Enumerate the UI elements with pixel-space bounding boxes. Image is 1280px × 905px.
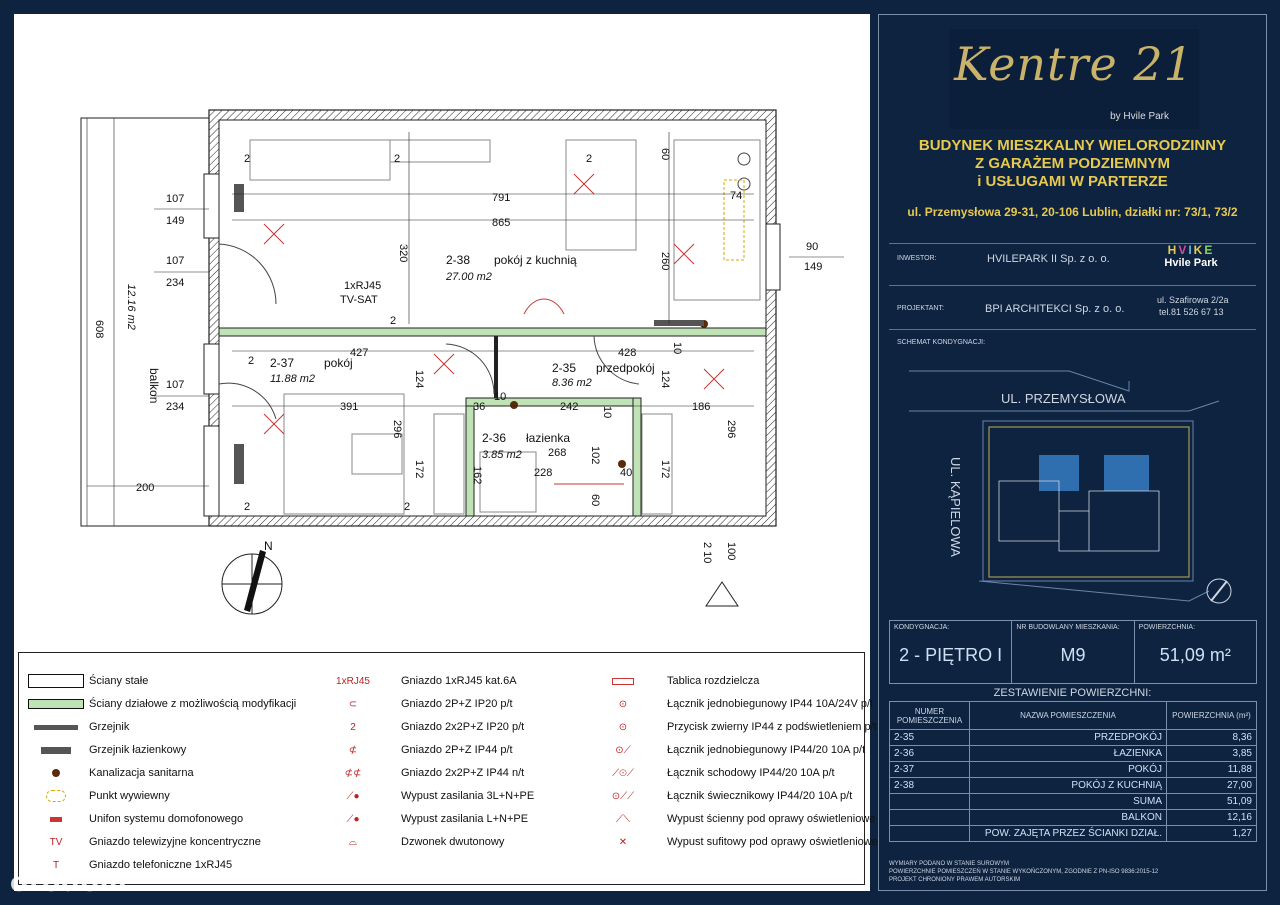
street-label: UL. KĄPIELOWA [948, 457, 963, 557]
window-dim: 107 [166, 379, 185, 391]
legend-item: ⊙⟋⟋ Łącznik świecznikowy IP44/20 10A p/t [611, 790, 853, 802]
window-dim: 149 [166, 215, 185, 227]
switch-stair-icon: ⟋⊙⟋ [612, 767, 634, 779]
footnote: WYMIARY PODANO W STANIE SUROWYM POWIERZCHNIE POMIESZCZEŃ W STANIE WYKOŃCZONYM, ZGODNIE Z PN-ISO 9836:2015-12 PROJEKT CHRONIONY PRAWEM AUTORSKIM [889, 861, 1159, 883]
room-area: 11.88 m2 [270, 373, 316, 385]
window-dim: 90 [806, 241, 819, 253]
legend-item: ⊂ Gniazdo 2P+Z IP20 p/t [348, 698, 513, 710]
rj45-socket-icon: 1xRJ45 [336, 675, 370, 687]
dim-label: 172 [659, 460, 671, 479]
dim-label: 124 [413, 370, 425, 389]
dim-label: 60 [589, 494, 601, 507]
window-dim: 234 [166, 401, 185, 413]
wall-light-outlet-icon: ⟋⟍ [616, 813, 630, 825]
street-label: UL. PRZEMYSŁOWA [1001, 391, 1126, 406]
dim-label: 228 [534, 467, 553, 479]
switch-chandelier-icon: ⊙⟋⟋ [611, 790, 635, 802]
designer-name: BPI ARCHITEKCI Sp. z o. o. [985, 303, 1125, 315]
exhaust-point-icon [46, 790, 66, 802]
dim-label: 391 [340, 401, 359, 413]
dim-label: 260 [659, 252, 671, 271]
dim-label: 74 [730, 190, 743, 202]
legend-item: TV Gniazdo telewizyjne koncentryczne [49, 836, 261, 848]
table-row: POW. ZAJĘTA PRZEZ ŚCIANKI DZIAŁ. 1,27 [890, 826, 1257, 842]
room-area: 27.00 m2 [446, 271, 492, 283]
balcony-area: 12.16 m2 [125, 284, 137, 330]
building-address: ul. Przemysłowa 29-31, 20-106 Lublin, działki nr: 73/1, 73/2 [907, 205, 1238, 219]
table-row: 2-38 POKÓJ Z KUCHNIĄ 27,00 [890, 778, 1257, 794]
investor-name: HVILEPARK II Sp. z o. o. [987, 253, 1110, 265]
dim-label: 608 [93, 320, 105, 339]
dim-label: 10 [601, 406, 613, 419]
room-code: 2-37 [270, 356, 295, 370]
investor-label: INWESTOR: [897, 255, 937, 262]
rj45-label: 1xRJ45 [344, 280, 382, 292]
legend-item: ⊄⊄ Gniazdo 2x2P+Z IP44 n/t [344, 767, 525, 779]
sewage-dot-icon [52, 769, 60, 777]
balcony-name: balkon [147, 368, 161, 404]
dim-label: 296 [725, 420, 737, 439]
switch-ip44-24v-icon: ⊙ [618, 698, 628, 710]
dim-label: 200 [136, 482, 155, 494]
dim-label: 100 [725, 542, 737, 561]
logo-subtitle: by Hvile Park [1110, 111, 1169, 122]
summary-title: ZESTAWIENIE POWIERZCHNI: [993, 687, 1152, 699]
dim-label: 124 [659, 370, 671, 389]
switch-single-icon: ⊙⟋ [615, 744, 631, 756]
socket-count: 2 [244, 501, 251, 513]
room-name: przedpokój [596, 361, 655, 375]
push-switch-icon: ⊙ [618, 721, 628, 733]
schema-label: SCHEMAT KONDYGNACJI: [897, 339, 986, 346]
legend-item: ⊙ Łącznik jednobiegunowy IP44 10A/24V p/t [618, 698, 874, 710]
dim-label: 172 [413, 460, 425, 479]
intercom-icon [50, 817, 62, 822]
dim-label: 102 [589, 446, 601, 465]
room-name: łazienka [526, 431, 571, 445]
room-area: 8.36 m2 [552, 377, 592, 389]
socket-2p-icon: ⊂ [348, 698, 358, 710]
wall-fixed-icon [28, 674, 84, 688]
floor-value: 2 - PIĘTRO I [899, 645, 1003, 665]
legend-item: ⊙ Przycisk zwierny IP44 z podświetleniem p/t [618, 721, 877, 733]
entrance-triangle-icon [706, 582, 738, 606]
socket-count: 2 [244, 153, 251, 165]
apartment-area: 51,09 m² [1159, 645, 1231, 665]
dim-label: 865 [492, 217, 511, 229]
tvsat-label: TV-SAT [340, 294, 378, 306]
socket-2x-ip44-icon: ⊄⊄ [344, 767, 362, 779]
dim-label: 36 [473, 401, 486, 413]
logo-script: Kentre 21 [954, 37, 1194, 91]
legend-item: T Gniazdo telefoniczne 1xRJ45 [52, 859, 233, 871]
room-code: 2-36 [482, 431, 507, 445]
ceiling-light-outlet-icon: ✕ [618, 836, 628, 848]
socket-count: 2 [248, 355, 255, 367]
dim-label: 186 [692, 401, 711, 413]
floor-plan-drawing [14, 14, 870, 654]
brand-logo [949, 29, 1199, 129]
apartment-number: M9 [1060, 645, 1086, 665]
designer-label: PROJEKTANT: [897, 305, 944, 312]
dim-label: 162 [471, 466, 483, 485]
window-dim: 149 [804, 261, 823, 273]
wall-modifiable-icon [28, 699, 84, 709]
table-row: 2-35 PRZEDPOKÓJ 8,36 [890, 730, 1257, 746]
area-table: NUMER POMIESZCZENIA NAZWA POMIESZCZENIA POWIERZCHNIA (m²) 2-35 PRZEDPOKÓJ 8,36 2-36 ŁAZIENKA 3,85 2-37 POKÓJ 11,88 2-38 POKÓJ Z KUCHNIĄ 27,00 SUMA 51,09 BALKON 12,16 POW. ZAJĘTA PRZEZ ŚCIANKI DZIAŁ. 1,27 [889, 701, 1257, 842]
designer-address: ul. Szafirowa 2/2a [1157, 295, 1229, 305]
doorbell-icon: ⌓ [349, 836, 357, 848]
legend-item: ⟋⊙⟋ Łącznik schodowy IP44/20 10A p/t [612, 767, 835, 779]
socket-count: 2 [394, 153, 401, 165]
socket-ip44-icon: ⊄ [348, 744, 358, 756]
table-row: 2-37 POKÓJ 11,88 [890, 762, 1257, 778]
dim-label: 268 [548, 447, 567, 459]
dim-label: 10 [671, 342, 683, 355]
dim-label: 40 [620, 467, 633, 479]
window [204, 174, 219, 238]
socket-count: 2 [404, 501, 411, 513]
legend-item: Ściany stałe [23, 671, 148, 691]
partition-wall [219, 328, 766, 336]
hvile-park-logo: HVIKE Hvile Park [1145, 243, 1237, 275]
table-row: SUMA 51,09 [890, 794, 1257, 810]
legend-item: ⟋● Wypust zasilania 3L+N+PE [346, 790, 535, 802]
room-area: 3.85 m2 [482, 449, 522, 461]
room-code: 2-38 [446, 253, 471, 267]
power-l-icon: ⟋● [346, 813, 360, 825]
bathroom-radiator-icon [41, 747, 71, 754]
dim-label: 428 [618, 347, 637, 359]
legend-item: Grzejnik [23, 717, 129, 737]
legend-item: ⟋● Wypust zasilania L+N+PE [346, 813, 529, 825]
window-dim: 234 [166, 277, 185, 289]
legend-item: Punkt wywiewny [23, 786, 170, 806]
outer-wall [209, 110, 776, 526]
phone-socket-icon: T [52, 859, 60, 871]
legend-item: 1xRJ45 Gniazdo 1xRJ45 kat.6A [336, 675, 517, 687]
dim-label: 242 [560, 401, 579, 413]
tv-socket-icon: TV [49, 836, 63, 848]
room-code: 2-35 [552, 361, 577, 375]
legend-item: Kanalizacja sanitarna [23, 763, 194, 783]
watermark-logo: otodom [10, 868, 128, 898]
socket-count: 2 [390, 315, 397, 327]
dim-label: 60 [659, 148, 671, 161]
window-dim: 107 [166, 255, 185, 267]
site-schema [889, 361, 1257, 617]
designer-phone: tel.81 526 67 13 [1159, 307, 1224, 317]
legend-item: ⊙⟋ Łącznik jednobiegunowy IP44/20 10A p/t [615, 744, 866, 756]
legend-item: 2 Gniazdo 2x2P+Z IP20 p/t [350, 721, 525, 733]
dim-label: 791 [492, 192, 511, 204]
power-3l-icon: ⟋● [346, 790, 360, 802]
dim-label: 2 10 [701, 542, 713, 564]
legend-box [18, 652, 878, 885]
compass-icon [222, 539, 282, 614]
info-panel [878, 14, 1267, 891]
socket-2x2p-icon: 2 [350, 721, 356, 733]
building-description: BUDYNEK MIESZKALNY WIELORODZINNY Z GARAŻEM PODZIEMNYM i USŁUGAMI W PARTERZE [918, 137, 1227, 190]
dim-label: 320 [397, 244, 409, 263]
legend-item: Grzejnik łazienkowy [23, 740, 186, 760]
radiator-icon [34, 725, 78, 730]
legend-item: Ściany działowe z możliwością modyfikacji [23, 694, 296, 714]
table-row: 2-36 ŁAZIENKA 3,85 [890, 746, 1257, 762]
apartment-summary: KONDYGNACJA: 2 - PIĘTRO I NR BUDOWLANY MIESZKANIA: M9 POWIERZCHNIA: 51,09 m² [889, 620, 1257, 684]
window-dim: 107 [166, 193, 185, 205]
socket-count: 2 [586, 153, 593, 165]
legend-item: Tablica rozdzielcza [579, 671, 759, 691]
hvile-mark-icon: HVIKE [1167, 243, 1215, 257]
legend-item: ⟋⟍ Wypust ścienny pod oprawy oświetleniowe [616, 813, 876, 825]
dim-label: 296 [391, 420, 403, 439]
dim-label: 10 [494, 391, 507, 403]
svg-text:N: N [264, 539, 273, 553]
legend-item: ⊄ Gniazdo 2P+Z IP44 p/t [348, 744, 513, 756]
table-row: BALKON 12,16 [890, 810, 1257, 826]
legend-item: ⌓ Dzwonek dwutonowy [349, 836, 505, 848]
distribution-board-icon [612, 678, 634, 685]
dim-label: 427 [350, 347, 369, 359]
room-name: pokój [324, 356, 353, 370]
legend-item: Unifon systemu domofonowego [23, 809, 243, 829]
room-name: pokój z kuchnią [494, 253, 577, 267]
legend-item: ✕ Wypust sufitowy pod oprawy oświetleniowe [618, 836, 878, 848]
